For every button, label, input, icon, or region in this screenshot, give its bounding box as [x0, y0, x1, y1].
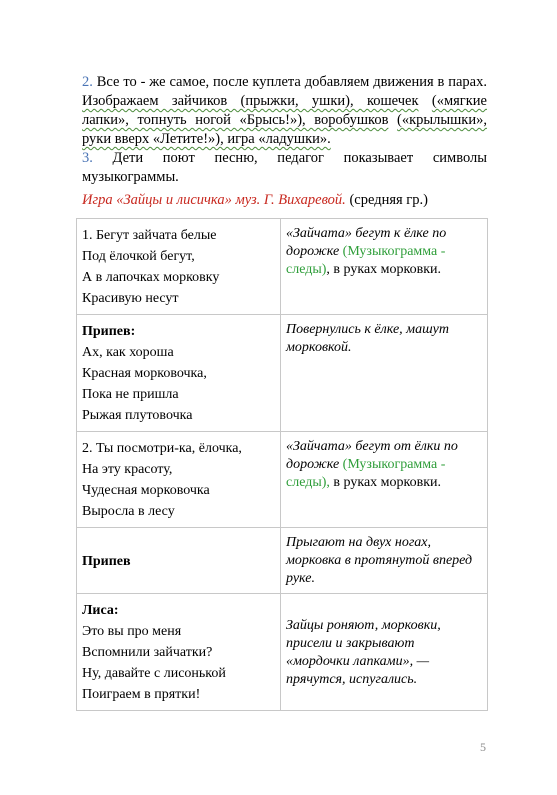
action-cell	[281, 432, 488, 528]
action-cell	[281, 315, 488, 432]
page-number: 5	[480, 740, 486, 754]
lyrics-cell	[77, 315, 281, 432]
action-cell	[281, 528, 488, 594]
paragraph-3-line-1: Дети поют песню, педагог показывает символы	[92, 150, 487, 166]
lyric-line: Чудесная морковочка	[82, 483, 210, 498]
action-text: «Зайчата» бегут к ёлке по дорожке	[286, 226, 447, 259]
lyric-line: А в лапочках морковку	[82, 270, 220, 285]
lyric-line: На эту красоту,	[82, 462, 173, 477]
lyric-line: 2. Ты посмотри-ка, ёлочка,	[82, 441, 242, 456]
chorus-heading: Припев	[82, 553, 131, 569]
musicogram-note: (Музыкограмма - следы),	[286, 457, 446, 490]
lyrics-cell	[77, 594, 281, 711]
action-cell	[281, 219, 488, 315]
game-heading	[82, 191, 492, 210]
song-table	[76, 218, 488, 711]
paragraph-2	[82, 73, 487, 149]
lyric-line: Рыжая плутовочка	[82, 408, 193, 423]
paragraph-2-number: 2.	[82, 74, 93, 90]
action-text-end: , в руках морковки.	[326, 262, 442, 277]
action-text: Прыгают на двух ногах, морковка в протянутой вперед руке.	[286, 535, 473, 586]
paragraph-3	[82, 149, 487, 187]
game-title: Игра «Зайцы и лисичка» муз. Г. Вихаревой.	[82, 192, 346, 208]
lyric-line: Пока не пришла	[82, 387, 179, 402]
musicogram-note: (Музыкограмма - следы)	[286, 244, 446, 277]
paragraph-2-line-2a: парах.	[448, 74, 487, 90]
paragraph-3-number: 3.	[82, 150, 93, 166]
action-text: «Зайчата» бегут от ёлки по дорожке	[286, 439, 458, 472]
paragraph-2-line-4: («крылышки», руки вверх «Летите!»), игра «ладушки».	[82, 112, 487, 147]
lyric-line: Красная морковочка,	[82, 366, 207, 381]
lyrics-cell	[77, 528, 281, 594]
action-text-end: в руках морковки.	[329, 475, 442, 490]
paragraph-2-line-2b: Изображаем зайчиков (прыжки, ушки), кошечек	[82, 93, 419, 109]
paragraph-2-line-3: («мягкие лапки», топнуть ногой «Брысь!»), воробушков	[82, 93, 487, 128]
table-row	[77, 528, 488, 594]
action-cell	[281, 594, 488, 711]
lyric-line: Ах, как хороша	[82, 345, 174, 360]
lyric-line: Поиграем в прятки!	[82, 687, 201, 702]
lyrics-cell	[77, 219, 281, 315]
paragraph-2-line-1: Все то - же самое, после куплета добавляем движения в	[92, 74, 445, 90]
lyric-line: Это вы про меня	[82, 624, 182, 639]
paragraph-3-line-2: музыкограммы.	[82, 169, 179, 185]
lyrics-cell	[77, 432, 281, 528]
action-text: Повернулись к ёлке, машут морковкой.	[286, 322, 449, 355]
lyric-line: 1. Бегут зайчата белые	[82, 228, 217, 243]
table-row	[77, 219, 488, 315]
lyric-line: Красивую несут	[82, 291, 179, 306]
table-row	[77, 594, 488, 711]
table-row	[77, 315, 488, 432]
lyric-line: Под ёлочкой бегут,	[82, 249, 195, 264]
chorus-heading: Припев:	[82, 324, 136, 339]
game-group: (средняя гр.)	[345, 192, 428, 208]
lyric-line: Выросла в лесу	[82, 504, 175, 519]
lyric-line: Ну, давайте с лисонькой	[82, 666, 226, 681]
action-text: Зайцы роняют, морковки, присели и закрывают «мордочки лапками», — прячутся, испугались.	[286, 617, 441, 687]
fox-heading: Лиса:	[82, 603, 119, 618]
table-row	[77, 432, 488, 528]
lyric-line: Вспомнили зайчатки?	[82, 645, 213, 660]
